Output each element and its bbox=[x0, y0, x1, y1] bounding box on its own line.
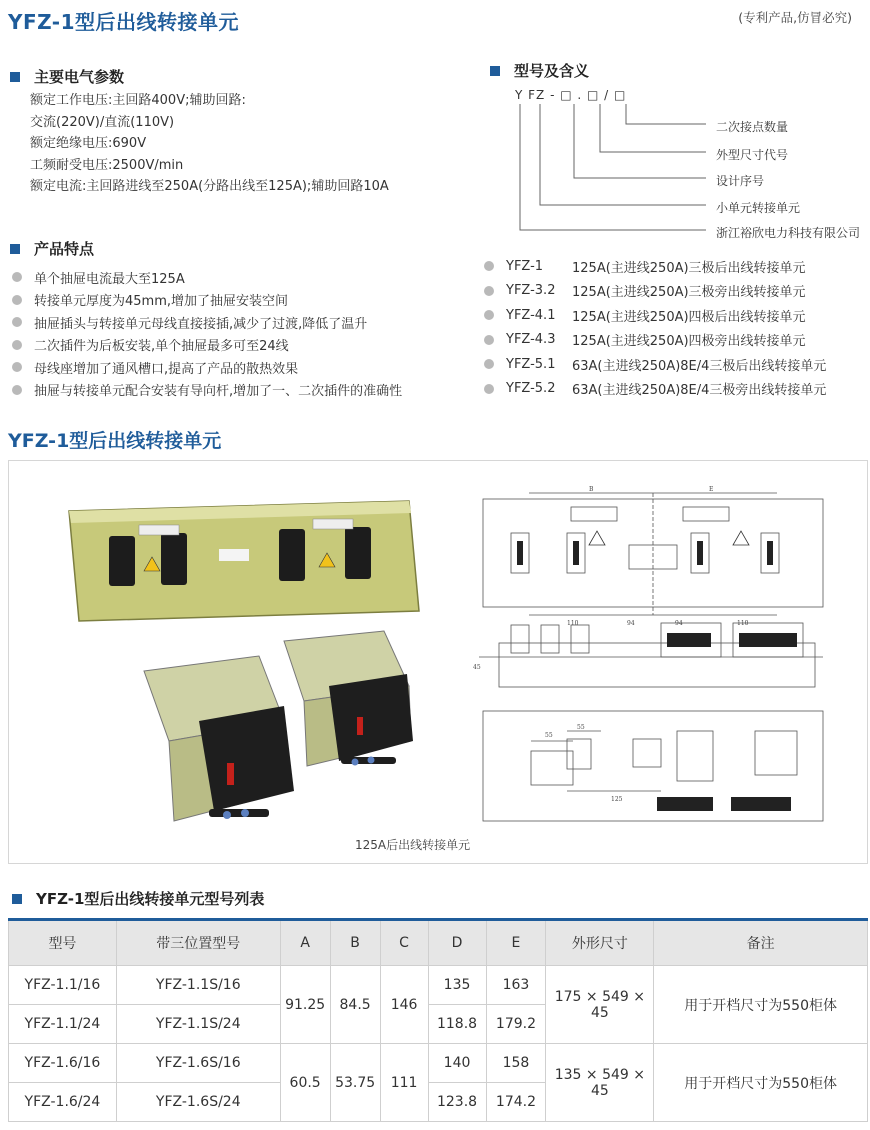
model-item: YFZ-1 125A(主进线250A)三极后出线转接单元 bbox=[484, 254, 826, 279]
column-header: A bbox=[280, 920, 330, 966]
model-code-pattern: Y FZ - □ . □ / □ bbox=[515, 88, 627, 102]
product-title: YFZ-1型后出线转接单元 bbox=[8, 430, 222, 452]
bullet-icon bbox=[12, 362, 22, 372]
column-header: E bbox=[486, 920, 546, 966]
bullet-icon bbox=[484, 286, 494, 296]
feature-item: 抽屉与转接单元配合安装有导向杆,增加了一、二次插件的准确性 bbox=[12, 379, 402, 402]
table-cell: YFZ-1.1S/24 bbox=[116, 1005, 280, 1044]
params-heading-text: 主要电气参数 bbox=[34, 68, 125, 86]
page-title: YFZ-1型后出线转接单元 bbox=[8, 10, 240, 34]
param-line: 额定工作电压:主回路400V;辅助回路: bbox=[30, 93, 246, 108]
dim-label: 125 bbox=[611, 796, 623, 803]
section-square-icon bbox=[10, 244, 20, 254]
table-cell: 123.8 bbox=[428, 1083, 486, 1122]
feature-item: 母线座增加了通风槽口,提高了产品的散热效果 bbox=[12, 356, 402, 379]
model-item: YFZ-5.2 63A(主进线250A)8E/4三极旁出线转接单元 bbox=[484, 377, 826, 402]
features-heading bbox=[10, 238, 94, 259]
table-row bbox=[9, 1044, 868, 1083]
dim-label: 110 bbox=[737, 620, 749, 627]
params-heading bbox=[10, 66, 124, 87]
section-square-icon bbox=[490, 66, 500, 76]
dim-label: 55 bbox=[577, 724, 585, 731]
table-header-row bbox=[9, 920, 868, 966]
feature-item: 二次插件为后板安装,单个抽屉最多可至24线 bbox=[12, 334, 402, 357]
table-cell: YFZ-1.1S/16 bbox=[116, 966, 280, 1005]
table-cell: YFZ-1.6/16 bbox=[9, 1044, 117, 1083]
section-square-icon bbox=[12, 894, 22, 904]
legend-item: 外型尺寸代号 bbox=[716, 148, 789, 162]
table-cell: YFZ-1.6/24 bbox=[9, 1083, 117, 1122]
param-line: 交流(220V)/直流(110V) bbox=[30, 114, 175, 130]
legend-item: 设计序号 bbox=[716, 174, 765, 188]
table-cell: 135 bbox=[428, 966, 486, 1005]
bullet-icon bbox=[484, 384, 494, 394]
model-heading-text: 型号及含义 bbox=[514, 62, 590, 80]
model-item: YFZ-3.2 125A(主进线250A)三极旁出线转接单元 bbox=[484, 279, 826, 304]
product-image-panel bbox=[8, 460, 868, 864]
section-square-icon bbox=[10, 72, 20, 82]
model-item: YFZ-4.3 125A(主进线250A)四极旁出线转接单元 bbox=[484, 328, 826, 353]
table-cell: 158 bbox=[486, 1044, 546, 1083]
dim-label: 94 bbox=[627, 620, 635, 627]
table-heading-text: YFZ-1型后出线转接单元型号列表 bbox=[36, 890, 265, 908]
bullet-icon bbox=[12, 340, 22, 350]
feature-item: 单个抽屉电流最大至125A bbox=[12, 266, 402, 289]
model-item: YFZ-5.1 63A(主进线250A)8E/4三极后出线转接单元 bbox=[484, 352, 826, 377]
table-cell: YFZ-1.6S/24 bbox=[116, 1083, 280, 1122]
table-heading bbox=[12, 888, 264, 909]
column-header: 型号 bbox=[9, 920, 117, 966]
feature-item: 抽屉插头与转接单元母线直接接插,减少了过渡,降低了温升 bbox=[12, 311, 402, 334]
column-header: C bbox=[380, 920, 428, 966]
table-cell: 用于开档尺寸为550柜体 bbox=[654, 966, 868, 1044]
column-header: B bbox=[330, 920, 380, 966]
features-list bbox=[12, 266, 402, 401]
technical-drawing bbox=[471, 485, 831, 835]
bullet-icon bbox=[484, 359, 494, 369]
table-cell: 174.2 bbox=[486, 1083, 546, 1122]
bullet-icon bbox=[12, 317, 22, 327]
dim-label: 110 bbox=[567, 620, 579, 627]
table-cell: YFZ-1.1/16 bbox=[9, 966, 117, 1005]
table-cell: 60.5 bbox=[280, 1044, 330, 1122]
legend-item: 小单元转接单元 bbox=[716, 201, 801, 215]
bullet-icon bbox=[12, 272, 22, 282]
dim-label: E bbox=[709, 486, 714, 493]
dim-label: B bbox=[589, 486, 594, 493]
column-header: 带三位置型号 bbox=[116, 920, 280, 966]
table-cell: 179.2 bbox=[486, 1005, 546, 1044]
table-cell: 146 bbox=[380, 966, 428, 1044]
bullet-icon bbox=[12, 385, 22, 395]
param-line: 工频耐受电压:2500V/min bbox=[30, 157, 184, 173]
model-list bbox=[484, 254, 826, 401]
features-heading-text: 产品特点 bbox=[34, 240, 95, 258]
param-line: 额定绝缘电压:690V bbox=[30, 136, 147, 151]
table-cell: 91.25 bbox=[280, 966, 330, 1044]
table-cell: 163 bbox=[486, 966, 546, 1005]
column-header: D bbox=[428, 920, 486, 966]
table-cell: 53.75 bbox=[330, 1044, 380, 1122]
column-header: 外形尺寸 bbox=[546, 920, 654, 966]
table-cell: 140 bbox=[428, 1044, 486, 1083]
param-line: 额定电流:主回路进线至250A(分路出线至125A);辅助回路10A bbox=[30, 179, 389, 194]
photo-caption: 125A后出线转接单元 bbox=[355, 838, 471, 852]
model-heading bbox=[490, 60, 589, 81]
model-table bbox=[8, 918, 868, 1122]
bullet-icon bbox=[484, 335, 494, 345]
table-cell: 用于开档尺寸为550柜体 bbox=[654, 1044, 868, 1122]
table-cell: 84.5 bbox=[330, 966, 380, 1044]
table-cell: YFZ-1.6S/16 bbox=[116, 1044, 280, 1083]
dim-label: 55 bbox=[545, 732, 553, 739]
dim-label: 94 bbox=[675, 620, 683, 627]
feature-item: 转接单元厚度为45mm,增加了抽屉安装空间 bbox=[12, 289, 402, 312]
bullet-icon bbox=[484, 261, 494, 271]
params-list bbox=[30, 90, 389, 198]
table-cell: 135 × 549 × 45 bbox=[546, 1044, 654, 1122]
patent-note: (专利产品,仿冒必究) bbox=[738, 10, 852, 25]
legend-item: 二次接点数量 bbox=[716, 120, 789, 134]
legend-item: 浙江裕欣电力科技有限公司 bbox=[716, 226, 861, 240]
table-cell: 111 bbox=[380, 1044, 428, 1122]
bullet-icon bbox=[484, 310, 494, 320]
product-photo bbox=[49, 491, 509, 851]
table-cell: 175 × 549 × 45 bbox=[546, 966, 654, 1044]
table-cell: 118.8 bbox=[428, 1005, 486, 1044]
model-item: YFZ-4.1 125A(主进线250A)四极后出线转接单元 bbox=[484, 303, 826, 328]
model-code-diagram bbox=[510, 102, 710, 240]
table-cell: YFZ-1.1/24 bbox=[9, 1005, 117, 1044]
bullet-icon bbox=[12, 295, 22, 305]
dim-label: 45 bbox=[473, 664, 481, 671]
column-header: 备注 bbox=[654, 920, 868, 966]
table-row bbox=[9, 966, 868, 1005]
